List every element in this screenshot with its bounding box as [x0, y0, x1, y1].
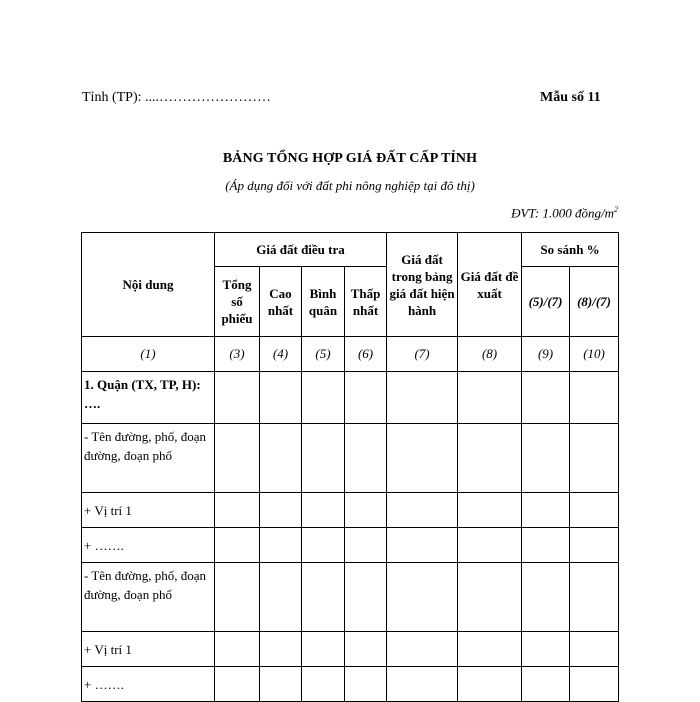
table-cell: [345, 528, 387, 563]
table-cell: [570, 667, 619, 702]
column-number: (6): [345, 337, 387, 372]
table-cell: [522, 563, 570, 632]
table-cell: [458, 667, 522, 702]
table-cell: [260, 372, 302, 424]
table-cell: [522, 493, 570, 528]
table-row: [82, 493, 619, 528]
column-number: (3): [215, 337, 260, 372]
document-title: BẢNG TỔNG HỢP GIÁ ĐẤT CẤP TỈNH: [222, 151, 478, 166]
table-cell: [302, 372, 345, 424]
table-cell: [302, 528, 345, 563]
table-cell: [215, 632, 260, 667]
table-row: [82, 424, 619, 493]
table-cell: [570, 493, 619, 528]
table-cell: [387, 563, 458, 632]
table-cell: [387, 424, 458, 493]
table-cell: [260, 528, 302, 563]
column-number-row: [82, 337, 619, 372]
table-cell: [302, 563, 345, 632]
unit-superscript: 2: [614, 205, 618, 214]
column-number: (1): [82, 337, 215, 372]
table-cell: [522, 424, 570, 493]
table-cell: [458, 563, 522, 632]
row-label: + Vị trí 1: [82, 493, 215, 528]
table-cell: [260, 493, 302, 528]
form-number: Mẫu số 11: [540, 90, 601, 105]
table-cell: [345, 424, 387, 493]
table-cell: [522, 372, 570, 424]
table-cell: [345, 563, 387, 632]
table-cell: [387, 493, 458, 528]
table-cell: [215, 667, 260, 702]
table-cell: [570, 424, 619, 493]
table-cell: [458, 528, 522, 563]
table-cell: [345, 372, 387, 424]
table-cell: [387, 632, 458, 667]
table-cell: [345, 667, 387, 702]
header-row-1: [82, 233, 619, 267]
table-cell: [387, 667, 458, 702]
column-number: (8): [458, 337, 522, 372]
table-cell: [302, 493, 345, 528]
header-compare-group: So sánh %: [522, 233, 619, 267]
table-cell: [302, 667, 345, 702]
row-label: 1. Quận (TX, TP, H): ….: [82, 372, 215, 424]
table-cell: [215, 528, 260, 563]
table-cell: [522, 667, 570, 702]
header-current-price: Giá đất trong bảng giá đất hiện hành: [387, 233, 458, 337]
table-cell: [570, 372, 619, 424]
unit-text: ĐVT: 1.000 đồng/m: [511, 205, 614, 221]
row-label: + …….: [82, 667, 215, 702]
table-row: [82, 667, 619, 702]
table-cell: [215, 493, 260, 528]
table-cell: [522, 632, 570, 667]
table-cell: [458, 372, 522, 424]
header-survey-group: Giá đất điều tra: [215, 233, 387, 267]
header-compare-2: (8)/(7): [570, 267, 619, 337]
table-cell: [570, 632, 619, 667]
table-row: [82, 528, 619, 563]
table-cell: [458, 424, 522, 493]
table-cell: [387, 372, 458, 424]
header-average: Bình quân: [302, 267, 345, 337]
table-cell: [570, 528, 619, 563]
table-cell: [345, 493, 387, 528]
table-cell: [260, 424, 302, 493]
unit-label: [511, 205, 618, 221]
row-label: - Tên đường, phố, đoạn đường, đoạn phố: [82, 424, 215, 493]
column-number: (7): [387, 337, 458, 372]
table-cell: [458, 632, 522, 667]
table-cell: [260, 632, 302, 667]
table-cell: [302, 424, 345, 493]
column-number: (9): [522, 337, 570, 372]
province-label: Tỉnh (TP): ....……………………: [82, 90, 271, 105]
row-label: - Tên đường, phố, đoạn đường, đoạn phố: [82, 563, 215, 632]
header-lowest: Thấp nhất: [345, 267, 387, 337]
table-cell: [260, 667, 302, 702]
table-cell: [215, 563, 260, 632]
row-label: + …….: [82, 528, 215, 563]
table-row: [82, 563, 619, 632]
row-label: + Vị trí 1: [82, 632, 215, 667]
table-row: [82, 632, 619, 667]
column-number: (5): [302, 337, 345, 372]
price-summary-table: [81, 232, 619, 702]
column-number: (10): [570, 337, 619, 372]
header-proposed-price: Giá đất đề xuất: [458, 233, 522, 337]
table-cell: [345, 632, 387, 667]
header-total-ballots: Tổng số phiếu: [215, 267, 260, 337]
header-content: Nội dung: [82, 233, 215, 337]
table-cell: [458, 493, 522, 528]
table-cell: [215, 372, 260, 424]
table-cell: [260, 563, 302, 632]
table-row: [82, 372, 619, 424]
header-compare-1: (5)/(7): [522, 267, 570, 337]
table-cell: [387, 528, 458, 563]
table-cell: [522, 528, 570, 563]
table-cell: [302, 632, 345, 667]
column-number: (4): [260, 337, 302, 372]
document-subtitle: (Áp dụng đối với đất phi nông nghiệp tại đô thị): [225, 178, 475, 193]
table-cell: [570, 563, 619, 632]
header-highest: Cao nhất: [260, 267, 302, 337]
table-cell: [215, 424, 260, 493]
